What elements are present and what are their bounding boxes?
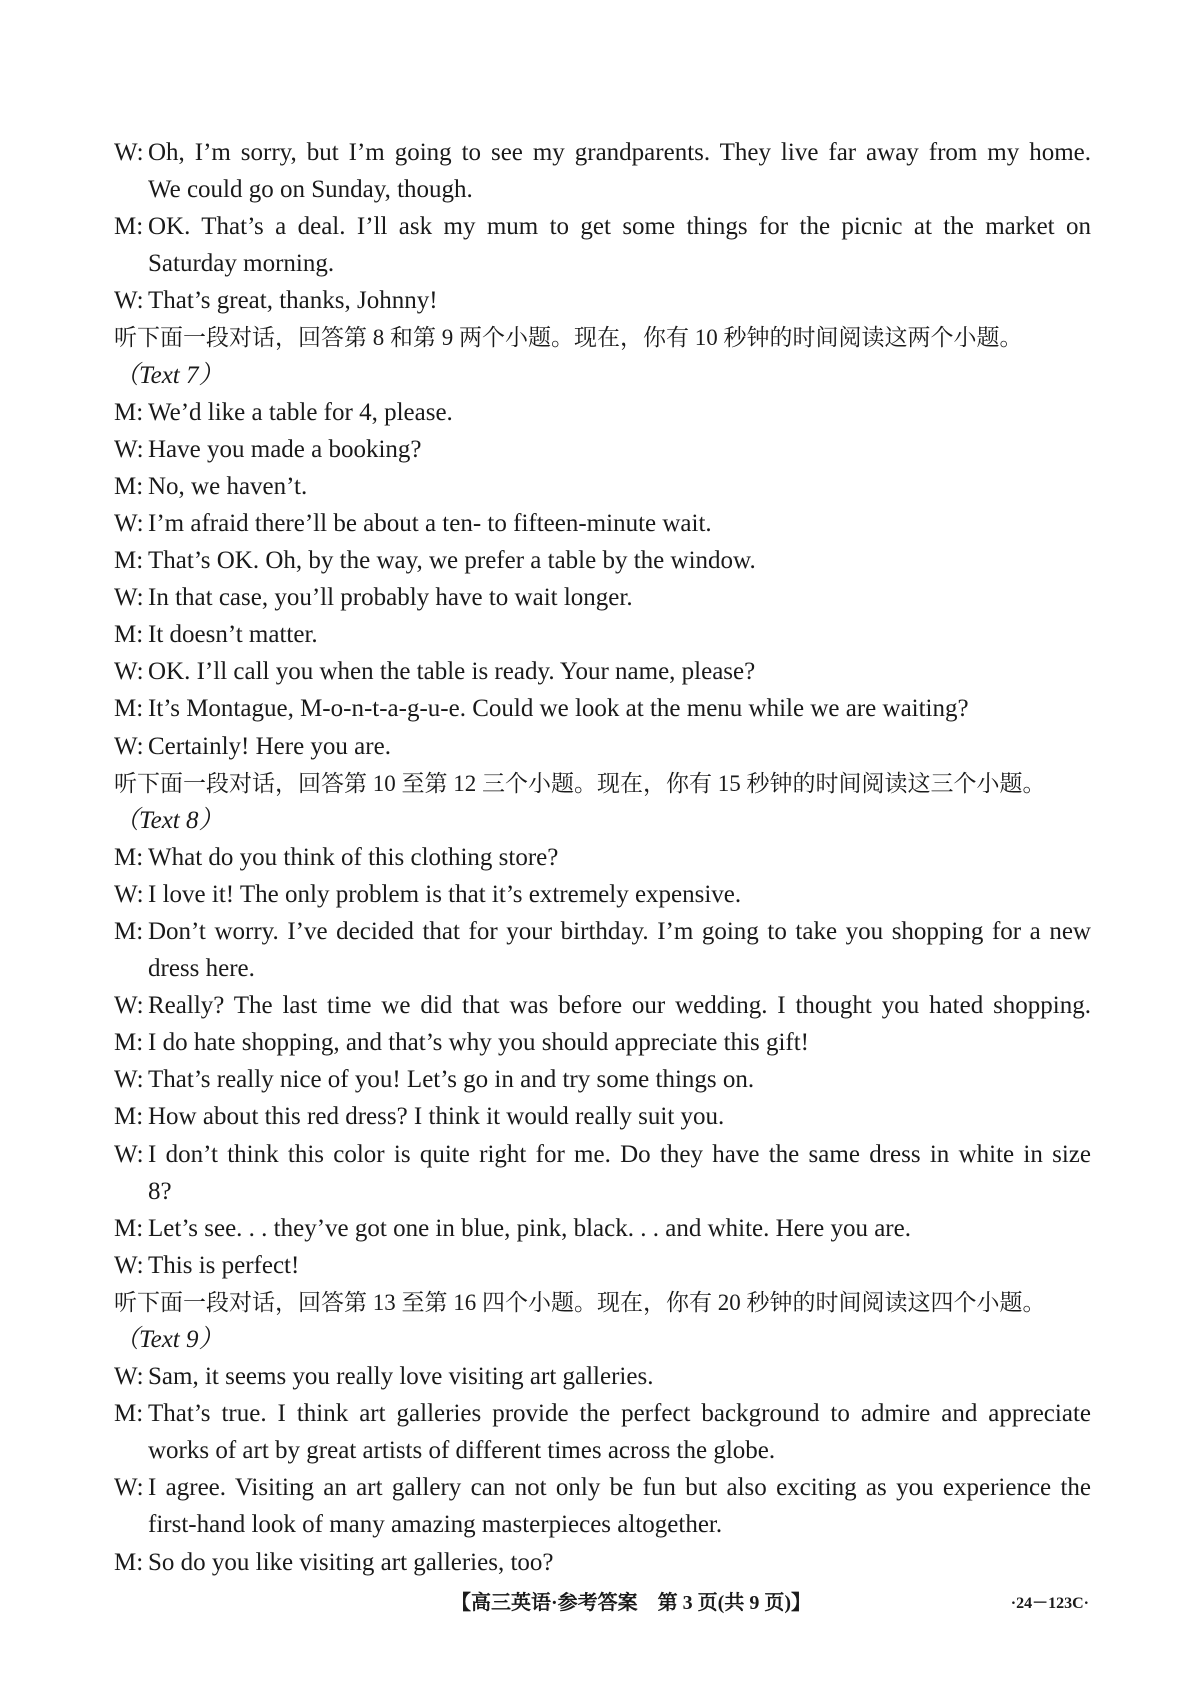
utterance-text: Let’s see. . . they’ve got one in blue, pink, black. . . and white. Here you are. xyxy=(148,1214,911,1242)
utterance-text: That’s great, thanks, Johnny! xyxy=(148,287,438,315)
utterance-text: Certainly! Here you are. xyxy=(148,732,391,760)
utterance-text: That’s OK. Oh, by the way, we prefer a table by the window. xyxy=(148,547,756,575)
dialogue-line xyxy=(114,505,1091,542)
utterance-text: In that case, you’ll probably have to wait longer. xyxy=(148,584,633,612)
speaker-label: W: xyxy=(114,1066,144,1094)
dialogue-line-continued: 8? xyxy=(148,1177,172,1205)
dialogue-line-continued: works of art by great artists of different times across the globe. xyxy=(148,1437,776,1465)
dialogue-line xyxy=(114,1544,1091,1581)
utterance xyxy=(114,616,1091,653)
dialogue-line xyxy=(114,1247,1091,1284)
document-page xyxy=(114,134,1091,1581)
dialogue-line xyxy=(114,1024,1091,1061)
utterance xyxy=(114,1247,1091,1284)
speaker-label: M: xyxy=(114,843,144,871)
utterance xyxy=(114,208,1091,282)
speaker-label: M: xyxy=(114,213,144,241)
utterance xyxy=(114,282,1091,319)
speaker-label: W: xyxy=(114,658,144,686)
dialogue-line-continued: We could go on Sunday, though. xyxy=(148,176,473,204)
dialogue-line xyxy=(114,913,1091,950)
utterance-text: I do hate shopping, and that’s why you should appreciate this gift! xyxy=(148,1029,809,1057)
dialogue-line xyxy=(114,542,1091,579)
utterance-text: I’m afraid there’ll be about a ten- to fifteen-minute wait. xyxy=(148,509,712,537)
utterance xyxy=(114,728,1091,765)
speaker-label: W: xyxy=(114,584,144,612)
text-heading: （Text 9） xyxy=(114,1326,224,1353)
dialogue-line xyxy=(114,1098,1091,1135)
speaker-label: W: xyxy=(114,1363,144,1391)
utterance xyxy=(114,987,1091,1024)
dialogue-line xyxy=(114,690,1091,727)
utterance xyxy=(114,1098,1091,1135)
utterance xyxy=(114,690,1091,727)
speaker-label: W: xyxy=(114,287,144,315)
utterance xyxy=(114,1136,1091,1210)
utterance-text: What do you think of this clothing store? xyxy=(148,843,559,871)
utterance xyxy=(114,134,1091,208)
dialogue-line xyxy=(114,1136,1091,1173)
utterance-text: I agree. Visiting an art gallery can not only be fun but also exciting as you experience the xyxy=(148,1474,1091,1502)
utterance xyxy=(114,542,1091,579)
utterance-text: It doesn’t matter. xyxy=(148,621,318,649)
footer-code: ·24－123C· xyxy=(1010,1595,1089,1612)
utterance xyxy=(114,1395,1091,1469)
dialogue-line xyxy=(114,1469,1091,1506)
utterance-text: It’s Montague, M-o-n-t-a-g-u-e. Could we look at the menu while we are waiting? xyxy=(148,695,969,723)
speaker-label: W: xyxy=(114,992,144,1020)
speaker-label: M: xyxy=(114,695,144,723)
utterance-text: No, we haven’t. xyxy=(148,472,308,500)
speaker-label: M: xyxy=(114,621,144,649)
dialogue-line xyxy=(114,579,1091,616)
dialogue-line xyxy=(114,876,1091,913)
dialogue-line xyxy=(114,208,1091,245)
speaker-label: W: xyxy=(114,880,144,908)
speaker-label: W: xyxy=(114,732,144,760)
utterance-text: I love it! The only problem is that it’s extremely expensive. xyxy=(148,880,742,908)
utterance-text: This is perfect! xyxy=(148,1251,300,1279)
utterance-text: OK. That’s a deal. I’ll ask my mum to get some things for the picnic at the market on xyxy=(148,213,1091,241)
dialogue-line xyxy=(114,839,1091,876)
text-heading: （Text 8） xyxy=(114,806,224,834)
dialogue-line xyxy=(114,134,1091,171)
speaker-label: W: xyxy=(114,139,144,166)
speaker-label: W: xyxy=(114,1474,144,1502)
utterance-text: Really? The last time we did that was before our wedding. I thought you hated shopping. xyxy=(148,992,1091,1020)
footer-page-info: 【高三英语·参考答案 第 3 页(共 9 页)】 xyxy=(451,1592,811,1614)
utterance xyxy=(114,505,1091,542)
dialogue-line xyxy=(114,1210,1091,1247)
dialogue-line xyxy=(114,1358,1091,1395)
dialogue-line xyxy=(114,728,1091,765)
dialogue-line xyxy=(114,394,1091,431)
utterance xyxy=(114,1469,1091,1543)
dialogue-line xyxy=(114,1395,1091,1432)
utterance-text: Oh, I’m sorry, but I’m going to see my grandparents. They live far away from my home. xyxy=(148,139,1091,166)
utterance xyxy=(114,468,1091,505)
utterance-text: We’d like a table for 4, please. xyxy=(148,398,453,426)
text-heading: （Text 7） xyxy=(114,361,224,389)
dialogue-line-continued: first-hand look of many amazing masterpieces altogether. xyxy=(148,1511,723,1539)
speaker-label: M: xyxy=(114,1214,144,1242)
speaker-label: W: xyxy=(114,1251,144,1279)
utterance-text: Sam, it seems you really love visiting art galleries. xyxy=(148,1363,654,1391)
dialogue-line xyxy=(114,282,1091,319)
speaker-label: M: xyxy=(114,1103,144,1131)
speaker-label: M: xyxy=(114,1548,144,1576)
listening-instruction: 听下面一段对话，回答第 13 至第 16 四个小题。现在，你有 20 秒钟的时间阅读这四个小题。 xyxy=(114,1289,1046,1315)
utterance xyxy=(114,431,1091,468)
utterance xyxy=(114,1210,1091,1247)
utterance xyxy=(114,876,1091,913)
dialogue-line-continued: Saturday morning. xyxy=(148,250,335,278)
speaker-label: W: xyxy=(114,509,144,537)
speaker-label: M: xyxy=(114,547,144,575)
speaker-label: M: xyxy=(114,917,144,945)
dialogue-line xyxy=(114,1061,1091,1098)
utterance xyxy=(114,839,1091,876)
speaker-label: M: xyxy=(114,472,144,500)
speaker-label: W: xyxy=(114,435,144,463)
utterance-text: How about this red dress? I think it would really suit you. xyxy=(148,1103,725,1131)
dialogue-line xyxy=(114,468,1091,505)
utterance xyxy=(114,1024,1091,1061)
utterance-text: I don’t think this color is quite right for me. Do they have the same dress in white in size xyxy=(148,1140,1091,1168)
utterance xyxy=(114,394,1091,431)
utterance xyxy=(114,579,1091,616)
dialogue-line-continued: dress here. xyxy=(148,955,255,983)
utterance xyxy=(114,653,1091,690)
dialogue-line xyxy=(114,653,1091,690)
utterance-text: That’s true. I think art galleries provide the perfect background to admire and appreciate xyxy=(148,1400,1091,1428)
listening-instruction: 听下面一段对话，回答第 8 和第 9 两个小题。现在，你有 10 秒钟的时间阅读这两个小题。 xyxy=(114,325,1023,351)
utterance xyxy=(114,1544,1091,1581)
utterance xyxy=(114,913,1091,987)
dialogue-line xyxy=(114,987,1091,1024)
dialogue-line xyxy=(114,431,1091,468)
utterance-text: That’s really nice of you! Let’s go in and try some things on. xyxy=(148,1066,755,1094)
speaker-label: M: xyxy=(114,1400,144,1428)
speaker-label: W: xyxy=(114,1140,144,1168)
utterance-text: Have you made a booking? xyxy=(148,435,422,463)
speaker-label: M: xyxy=(114,1029,144,1057)
listening-instruction: 听下面一段对话，回答第 10 至第 12 三个小题。现在，你有 15 秒钟的时间阅读这三个小题。 xyxy=(114,770,1046,796)
dialogue-line xyxy=(114,616,1091,653)
utterance-text: Don’t worry. I’ve decided that for your birthday. I’m going to take you shopping for a new xyxy=(148,917,1091,945)
utterance xyxy=(114,1358,1091,1395)
utterance xyxy=(114,1061,1091,1098)
speaker-label: M: xyxy=(114,398,144,426)
utterance-text: So do you like visiting art galleries, too? xyxy=(148,1548,554,1576)
utterance-text: OK. I’ll call you when the table is ready. Your name, please? xyxy=(148,658,756,686)
